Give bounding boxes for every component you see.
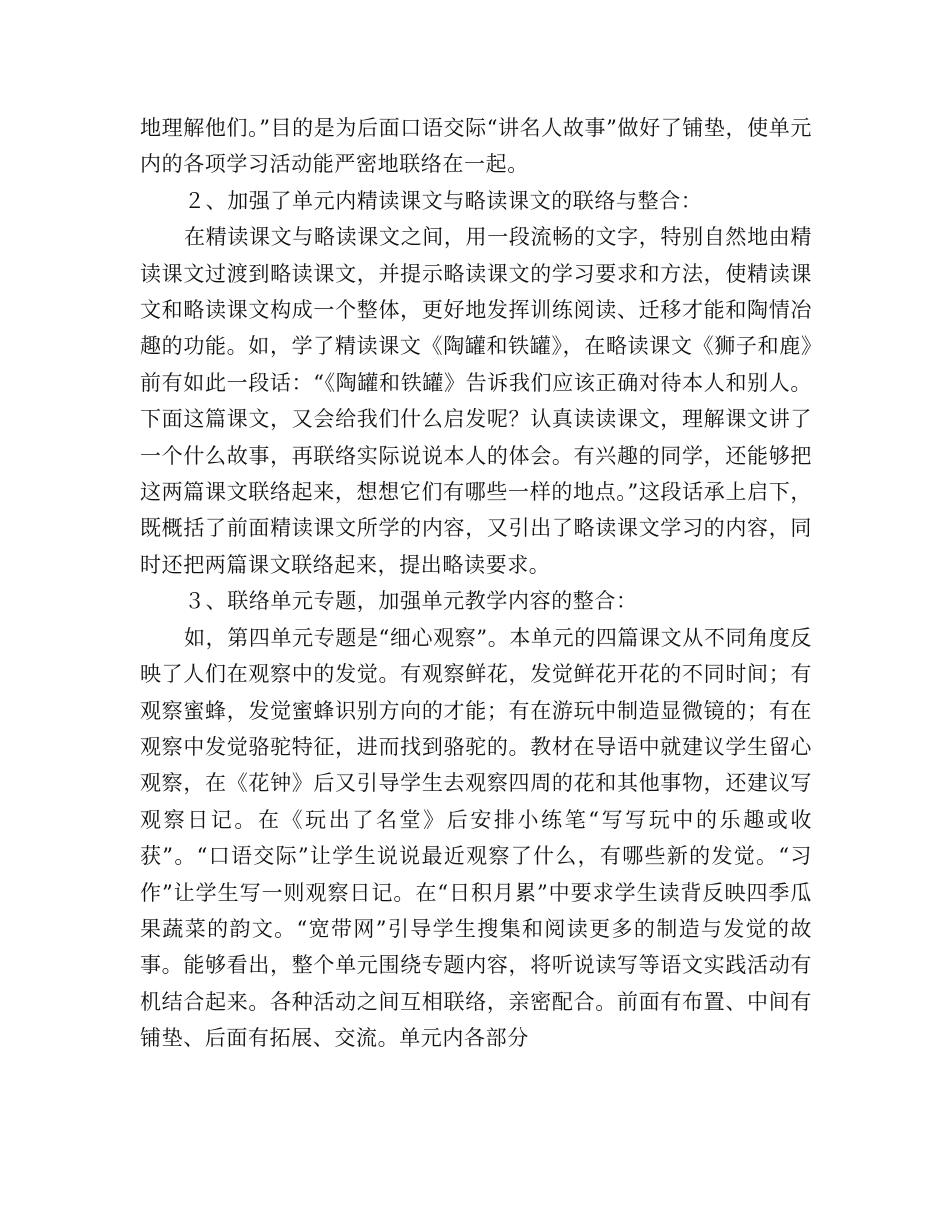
section-heading-3: ３、联络单元专题，加强单元教学内容的整合： (184, 589, 638, 614)
paragraph-continuation: 地理解他们。”目的是为后面口语交际“讲名人故事”做好了铺垫，使单元内的各项学习活动能严密地联络在一起。 (140, 116, 812, 177)
paragraph-body: 在精读课文与略读课文之间，用一段流畅的文字，特别自然地由精读课文过渡到略读课文，并提示略读课文的学习要求和方法，使精读课文和略读课文构成一个整体，更好地发挥训练阅读、迁移才能和陶情冶趣的功能。如，学了精读课文《陶罐和铁罐》，在略读课文《狮子和鹿》前有如此一段话：“《陶罐和铁罐》告诉我们应该正确对待本人和别人。下面这篇课文，又会给我们什么启发呢？认真读读课文，理解课文讲了一个什么故事，再联络实际说说本人的体会。有兴趣的同学，还能够把这两篇课文联络起来，想想它们有哪些一样的地点。”这段话承上启下，既概括了前面精读课文所学的内容，又引出了略读课文学习的内容，同时还把两篇课文联络起来，提出略读要求。 (140, 225, 812, 577)
section-heading-2: ２、加强了单元内精读课文与略读课文的联络与整合： (184, 188, 703, 213)
document-page (140, 110, 812, 1057)
paragraph-body: 如，第四单元专题是“细心观察”。本单元的四篇课文从不同角度反映了人们在观察中的发觉。有观察鲜花，发觉鲜花开花的不同时间；有观察蜜蜂，发觉蜜蜂识别方向的才能；有在游玩中制造显微镜的；有在观察中发觉骆驼特征，进而找到骆驼的。教材在导语中就建议学生留心观察，在《花钟》后又引导学生去观察四周的花和其他事物，还建议写观察日记。在《玩出了名堂》后安排小练笔“写写玩中的乐趣或收获”。“口语交际”让学生说说最近观察了什么，有哪些新的发觉。“习作”让学生写一则观察日记。在“日积月累”中要求学生读背反映四季瓜果蔬菜的韵文。“宽带网”引导学生搜集和阅读更多的制造与发觉的故事。能够看出，整个单元围绕专题内容，将听说读写等语文实践活动有机结合起来。各种活动之间互相联络，亲密配合。前面有布置、中间有铺垫、后面有拓展、交流。单元内各部分 (140, 625, 812, 1051)
